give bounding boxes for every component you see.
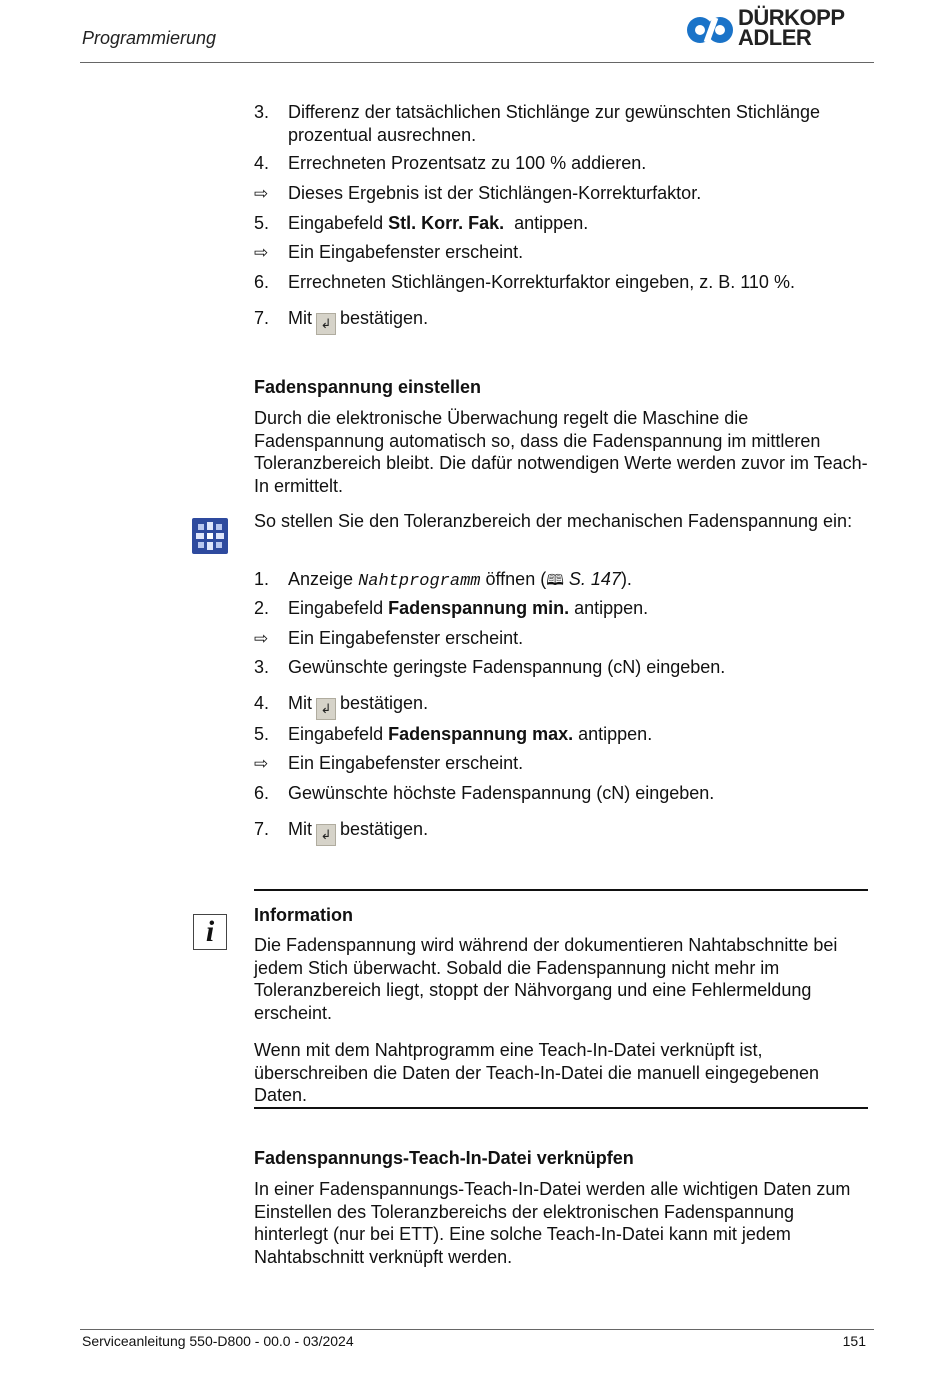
list-item bbox=[254, 692, 868, 720]
list-item bbox=[254, 101, 868, 147]
step-text: Eingabefeld bbox=[288, 724, 389, 744]
program-mode-icon bbox=[192, 518, 228, 554]
step-number: 7. bbox=[254, 308, 270, 328]
enter-key-icon: ↲ bbox=[316, 313, 336, 335]
header-title: Programmierung bbox=[82, 28, 217, 48]
step-text: Mit bbox=[288, 308, 312, 328]
field-name: Stl. Korr. Fak. bbox=[388, 213, 505, 233]
durkopp-adler-logo bbox=[686, 5, 876, 54]
step-text: Differenz der tatsächlichen Stichlänge zur gewünschten Stichlänge prozentual ausrechnen. bbox=[288, 102, 820, 145]
list-item bbox=[254, 307, 868, 335]
footer-document-id: Serviceanleitung 550-D800 - 00.0 - 03/2024 bbox=[82, 1333, 354, 1349]
step-text: Dieses Ergebnis ist der Stichlängen-Korrekturfaktor. bbox=[288, 183, 702, 203]
enter-key-icon: ↲ bbox=[316, 824, 336, 846]
step-number: 4. bbox=[254, 153, 270, 173]
field-name: Fadenspannung min. bbox=[388, 598, 570, 618]
step-text: ). bbox=[620, 569, 632, 589]
footer-divider bbox=[80, 1329, 874, 1330]
list-item bbox=[254, 818, 868, 846]
page-reference[interactable]: S. 147 bbox=[563, 569, 621, 589]
step-text: Ein Eingabefenster erscheint. bbox=[288, 628, 524, 648]
list-item bbox=[254, 212, 868, 235]
list-item bbox=[254, 782, 868, 805]
list-item bbox=[254, 752, 868, 775]
step-text: antippen. bbox=[504, 213, 589, 233]
result-arrow-icon: ⇨ bbox=[254, 243, 269, 262]
list-item bbox=[254, 723, 868, 746]
result-arrow-icon: ⇨ bbox=[254, 754, 269, 773]
paragraph: In einer Fadenspannungs-Teach-In-Datei werden alle wichtigen Daten zum Einstellen des Toleranzbereichs der elektronischen Fadenspannung hinterlegt (nur bei ETT). Eine solche Teach-In-Datei kann mit jedem Nahtabschnitt verknüpft werden. bbox=[254, 1179, 851, 1267]
step-text: antippen. bbox=[569, 598, 649, 618]
info-paragraph: Wenn mit dem Nahtprogramm eine Teach-In-Datei verknüpft ist, überschreiben die Daten der Teach-In-Datei die manuell eingegebenen Daten. bbox=[254, 1040, 820, 1105]
step-text: Mit bbox=[288, 693, 312, 713]
info-paragraph: Die Fadenspannung wird während der dokumentieren Nahtabschnitte bei jedem Stich überwacht. Sobald die Fadenspannung nicht mehr im Toleranzbereich liegt, stoppt der Nähvorgang und eine Fehlermeldung erscheint. bbox=[254, 935, 838, 1023]
list-item bbox=[254, 568, 868, 593]
info-top-rule bbox=[254, 889, 868, 891]
list-item bbox=[254, 656, 868, 679]
step-text: Errechneten Prozentsatz zu 100 % addieren. bbox=[288, 153, 647, 173]
step-text: bestätigen. bbox=[340, 308, 429, 328]
logo-mark-icon bbox=[686, 8, 736, 52]
step-number: 5. bbox=[254, 213, 270, 233]
step-number: 4. bbox=[254, 693, 270, 713]
step-text: antippen. bbox=[573, 724, 653, 744]
step-text: bestätigen. bbox=[340, 693, 429, 713]
logo-text-line1: DÜRKOPP bbox=[738, 5, 845, 30]
paragraph: So stellen Sie den Toleranzbereich der mechanischen Fadenspannung ein: bbox=[254, 511, 853, 531]
step-text: Gewünschte höchste Fadenspannung (cN) eingeben. bbox=[288, 783, 715, 803]
step-text: Gewünschte geringste Fadenspannung (cN) eingeben. bbox=[288, 657, 726, 677]
list-item bbox=[254, 597, 868, 620]
list-item bbox=[254, 241, 868, 264]
step-text: Anzeige bbox=[288, 569, 359, 589]
logo-text-line2: ADLER bbox=[738, 25, 812, 50]
step-text: Eingabefeld bbox=[288, 598, 389, 618]
result-arrow-icon: ⇨ bbox=[254, 184, 269, 203]
information-icon: i bbox=[193, 914, 227, 950]
header-divider bbox=[80, 62, 874, 63]
paragraph: Durch die elektronische Überwachung regelt die Maschine die Fadenspannung automatisch so, dass die Fadenspannung im mittleren Toleranzbereich bleibt. Die dafür notwendigen Werte werden zuvor im Teach-In ermittelt. bbox=[254, 408, 868, 496]
step-text: öffnen ( bbox=[480, 569, 547, 589]
result-arrow-icon: ⇨ bbox=[254, 629, 269, 648]
page-number: 151 bbox=[842, 1333, 866, 1349]
step-number: 6. bbox=[254, 783, 270, 803]
step-number: 3. bbox=[254, 657, 270, 677]
section-heading: Fadenspannungs-Teach-In-Datei verknüpfen bbox=[254, 1148, 634, 1168]
book-icon: 🕮 bbox=[546, 572, 564, 589]
screen-name: Nahtprogramm bbox=[358, 572, 481, 591]
step-text: Eingabefeld bbox=[288, 213, 389, 233]
enter-key-icon: ↲ bbox=[316, 698, 336, 720]
step-number: 6. bbox=[254, 272, 270, 292]
step-number: 2. bbox=[254, 598, 270, 618]
step-number: 1. bbox=[254, 569, 270, 589]
info-heading: Information bbox=[254, 905, 353, 925]
list-item bbox=[254, 271, 868, 294]
field-name: Fadenspannung max. bbox=[388, 724, 574, 744]
step-text: Errechneten Stichlängen-Korrekturfaktor eingeben, z. B. 110 %. bbox=[288, 272, 795, 292]
list-item bbox=[254, 182, 868, 205]
step-number: 3. bbox=[254, 102, 270, 122]
step-text: Ein Eingabefenster erscheint. bbox=[288, 242, 524, 262]
info-bottom-rule bbox=[254, 1107, 868, 1109]
step-number: 7. bbox=[254, 819, 270, 839]
step-number: 5. bbox=[254, 724, 270, 744]
step-text: bestätigen. bbox=[340, 819, 429, 839]
list-item bbox=[254, 627, 868, 650]
section-heading: Fadenspannung einstellen bbox=[254, 377, 482, 397]
list-item bbox=[254, 152, 868, 175]
step-text: Mit bbox=[288, 819, 312, 839]
step-text: Ein Eingabefenster erscheint. bbox=[288, 753, 524, 773]
